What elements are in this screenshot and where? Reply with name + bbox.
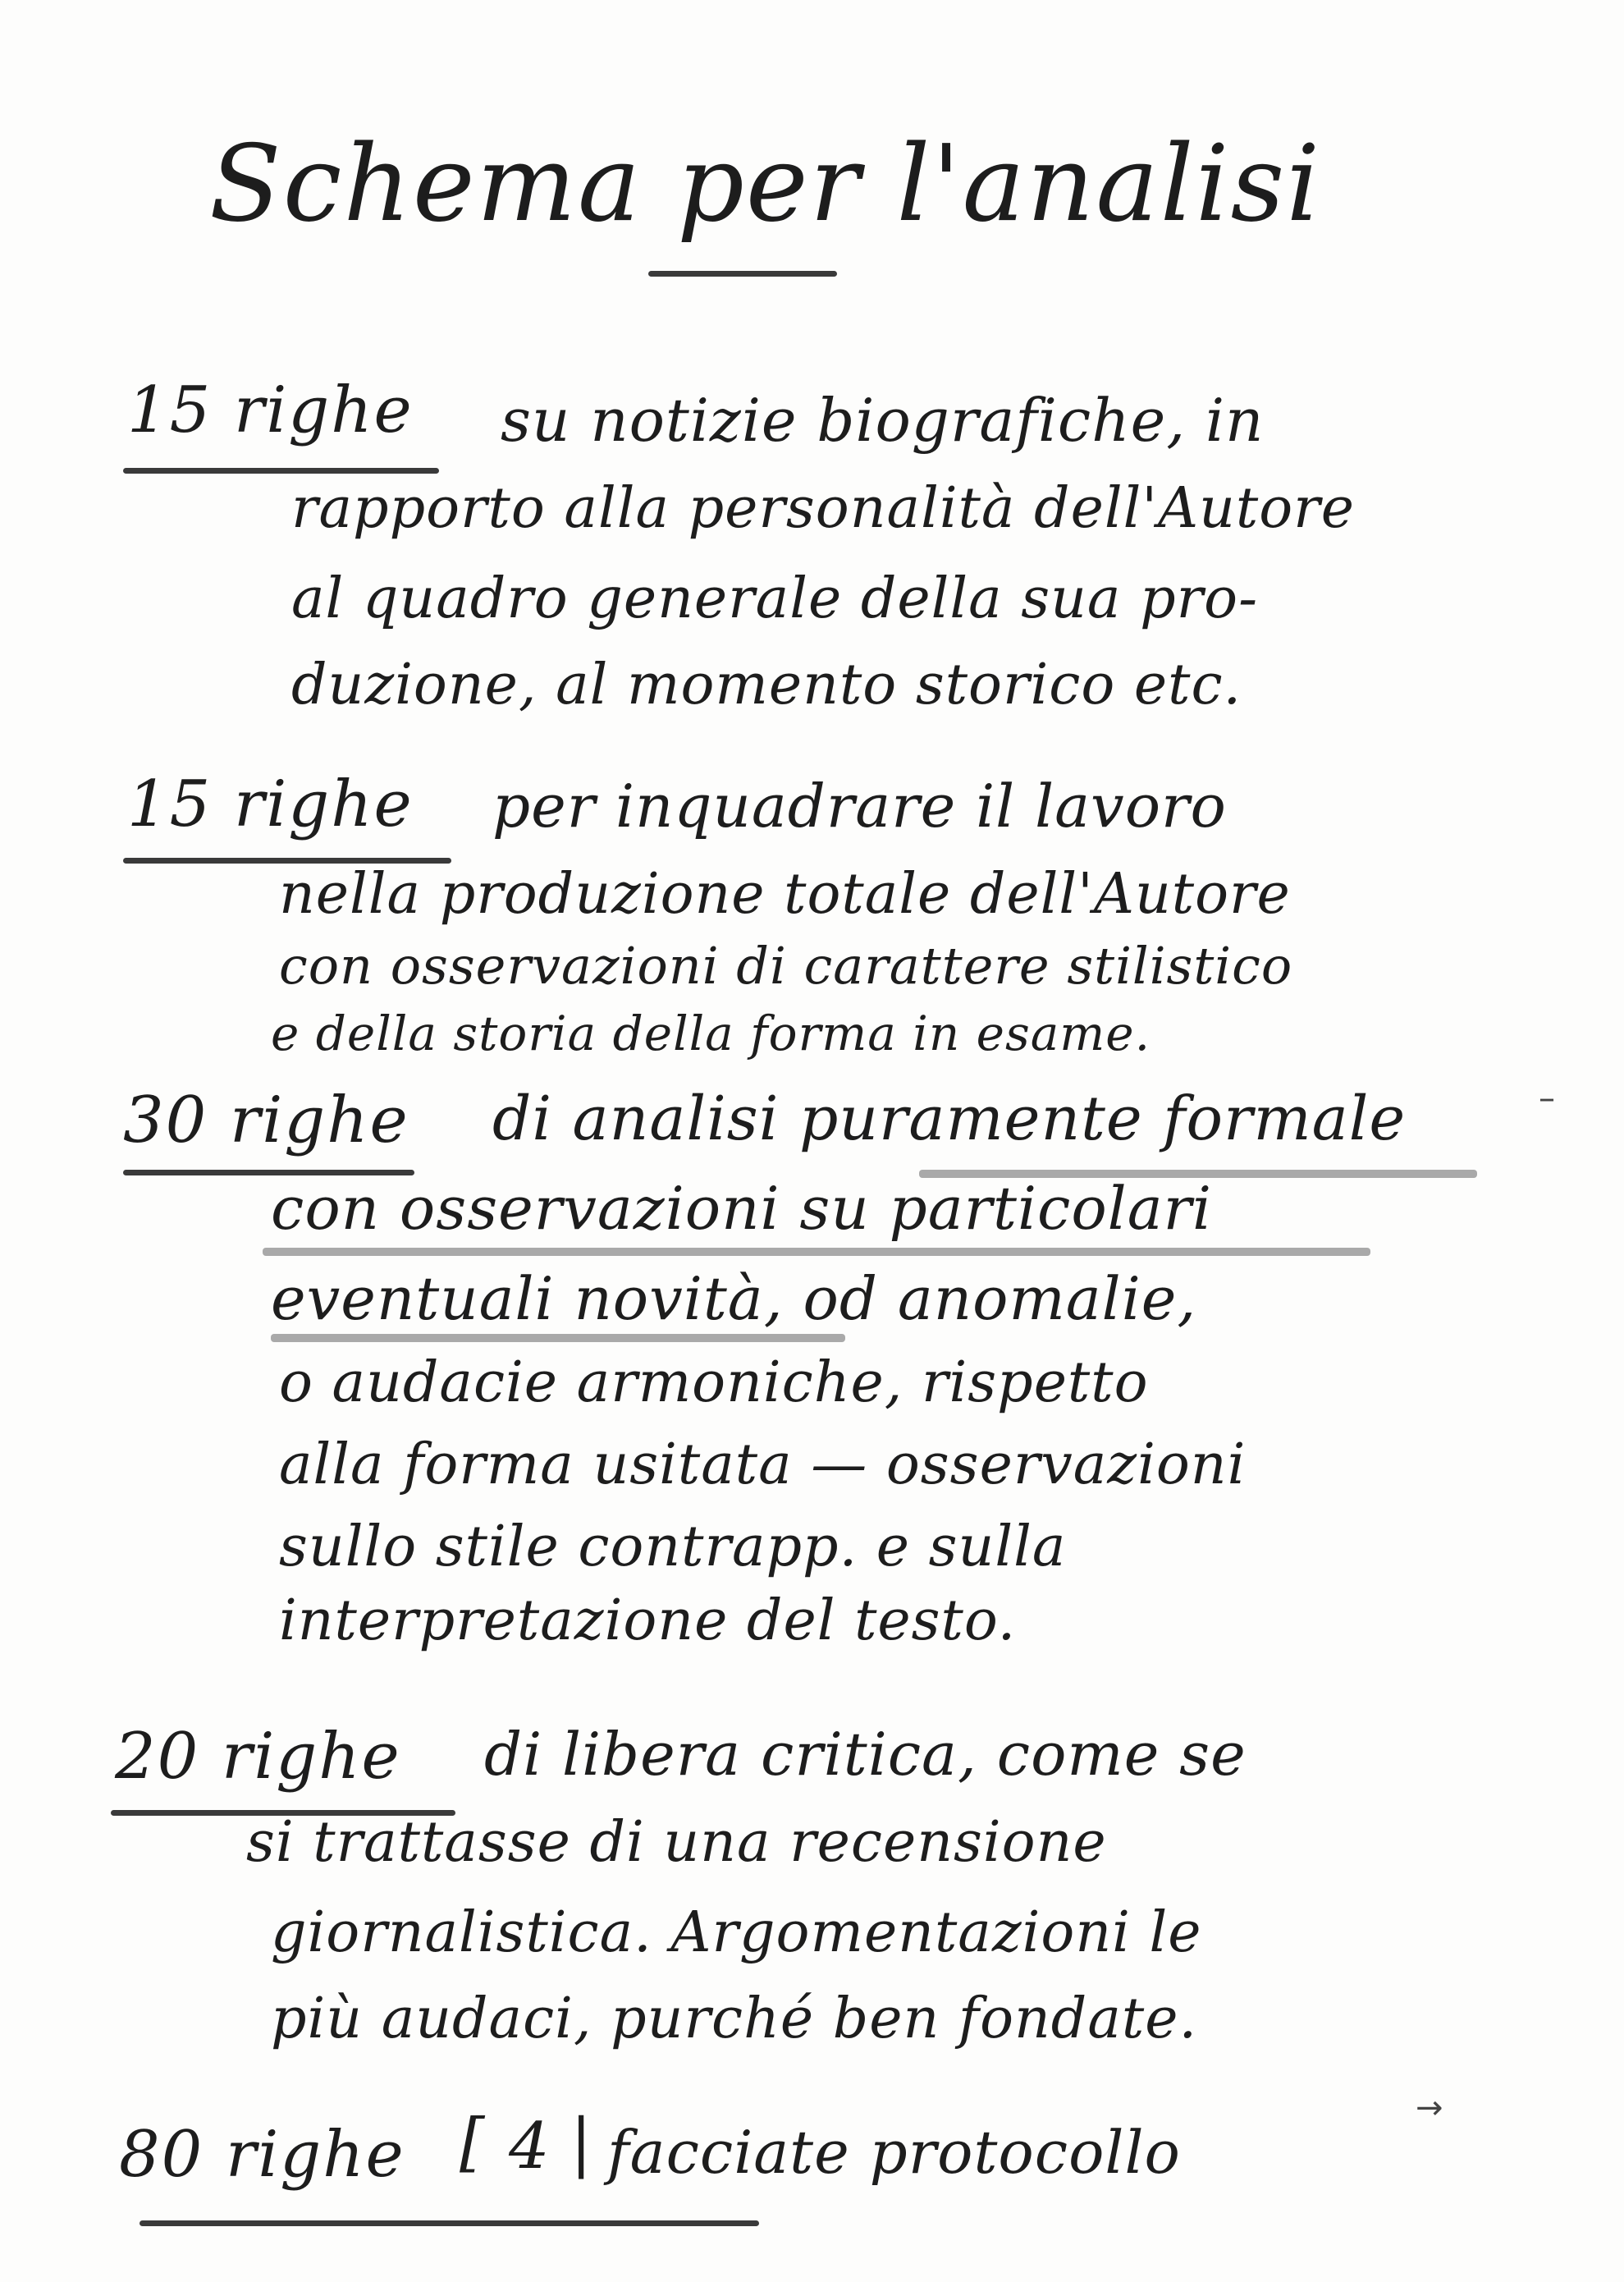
section-1-underline: [123, 468, 439, 474]
section-4-line-2: si trattasse di una recensione: [246, 1810, 1107, 1875]
section-1-line-3: al quadro generale della sua pro-: [291, 566, 1259, 631]
section-4-line-1: di libera critica, come se: [484, 1720, 1247, 1789]
total-bracket-close: |: [570, 2106, 594, 2179]
section-1-line-1: su notizie biografiche, in: [501, 386, 1265, 455]
section-1-line-2: rapporto alla personalità dell'Autore: [291, 476, 1355, 541]
section-2-line-3: con osservazioni di carattere stilistico: [279, 936, 1293, 996]
section-3-line-6: sullo stile contrapp. e sulla: [279, 1514, 1067, 1579]
title-underline: [648, 271, 837, 277]
section-3-highlight-2: [263, 1248, 1370, 1256]
total-underline: [140, 2220, 759, 2226]
section-3-count: 30 righe: [123, 1084, 409, 1157]
arrow-icon: →: [1416, 2089, 1443, 2127]
section-4-line-4: più audaci, purché ben fondate.: [271, 1986, 1198, 2051]
total-text: facciate protocollo: [607, 2118, 1181, 2187]
section-2-line-1: per inquadrare il lavoro: [492, 772, 1227, 841]
total-pages: 4: [509, 2110, 551, 2183]
section-2-count: 15 righe: [127, 768, 414, 841]
section-2-line-2: nella produzione totale dell'Autore: [279, 862, 1291, 927]
total-bracket-open: [: [460, 2106, 487, 2179]
total-count: 80 righe: [119, 2118, 405, 2192]
section-3-line-7: interpretazione del testo.: [279, 1588, 1017, 1653]
section-3-line-5: alla forma usitata — osservazioni: [279, 1432, 1247, 1497]
margin-dash-mark: –: [1539, 1079, 1555, 1117]
section-1-line-4: duzione, al momento storico etc.: [291, 653, 1242, 717]
section-1-count: 15 righe: [127, 373, 414, 447]
section-3-line-1: di analisi puramente formale: [492, 1084, 1407, 1154]
section-2-line-4: e della storia della forma in esame.: [271, 1006, 1151, 1061]
section-4-count: 20 righe: [115, 1720, 401, 1794]
page-title: Schema per l'analisi: [209, 123, 1322, 245]
section-3-line-4: o audacie armoniche, rispetto: [279, 1350, 1149, 1415]
section-3-line-3: eventuali novità, od anomalie,: [271, 1264, 1197, 1333]
section-3-highlight-3: [271, 1334, 845, 1342]
section-3-line-2: con osservazioni su particolari: [271, 1174, 1213, 1243]
section-4-line-3: giornalistica. Argomentazioni le: [271, 1900, 1202, 1965]
